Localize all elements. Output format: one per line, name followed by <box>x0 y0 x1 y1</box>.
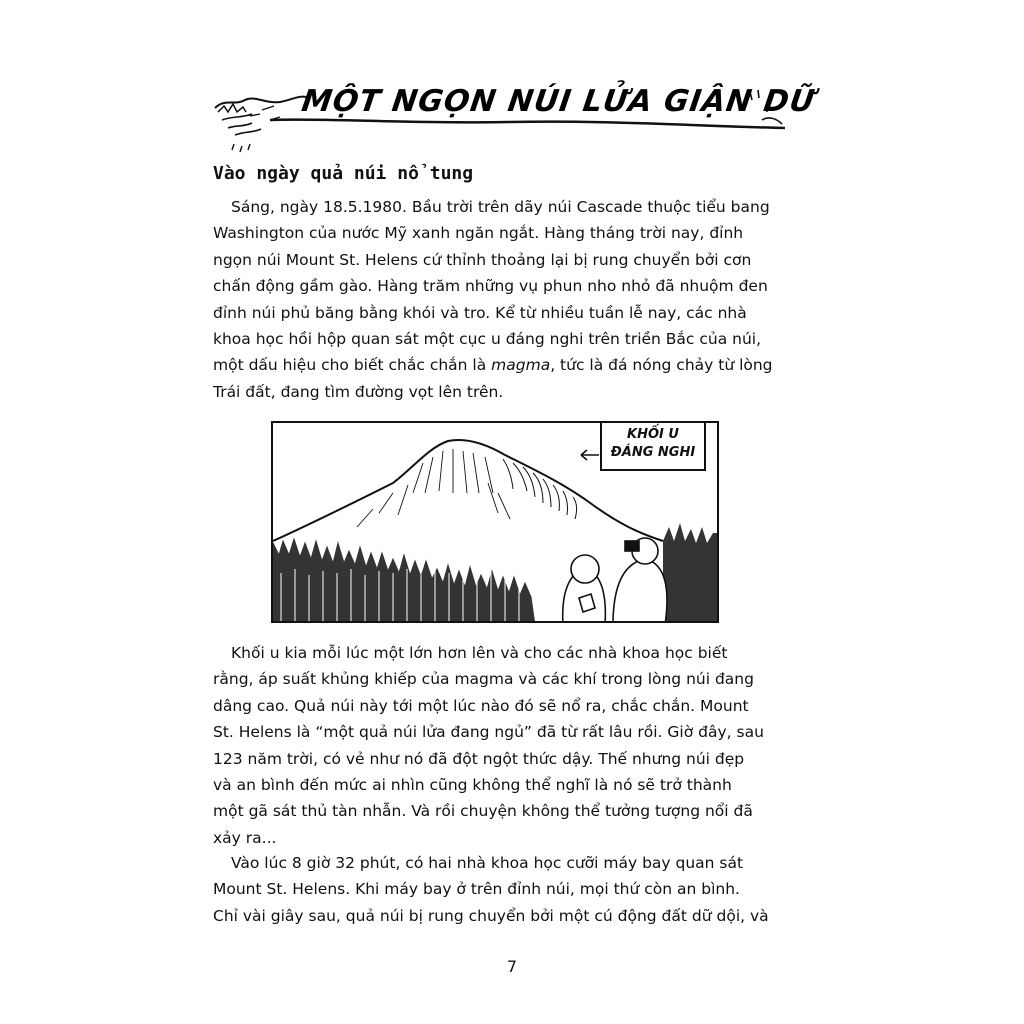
section-heading: Vào ngày quả núi nổ tung <box>213 163 474 184</box>
text-line <box>213 352 813 378</box>
magma-term: magma <box>491 356 551 375</box>
chapter-header <box>210 80 818 160</box>
paragraph-2 <box>213 640 813 851</box>
text-line: chấn động gầm gào. Hàng trăm những vụ phun nho nhỏ đã nhuộm đen <box>213 277 768 296</box>
mountain-illustration <box>271 421 719 623</box>
text-line: khoa học hồi hộp quan sát một cục u đáng nghi trên triền Bắc của núi, <box>213 329 762 348</box>
text-line: Sáng, ngày 18.5.1980. Bầu trời trên dãy núi Cascade thuộc tiểu bang <box>231 198 770 216</box>
text-line: St. Helens là “một quả núi lửa đang ngủ” đã từ rất lâu rồi. Giờ đây, sau <box>213 723 764 742</box>
caption-line: ĐÁNG NGHI <box>610 445 696 460</box>
text-line: Trái đất, đang tìm đường vọt lên trên. <box>213 382 504 401</box>
text-line: Mount St. Helens. Khi máy bay ở trên đỉnh núi, mọi thứ còn an bình. <box>213 880 740 899</box>
chapter-title: MỘT NGỌN NÚI LỬA GIẬN DỮ <box>299 84 818 119</box>
text-line: Washington của nước Mỹ xanh ngăn ngắt. Hàng tháng trời nay, đỉnh <box>213 224 744 243</box>
text-line: xảy ra... <box>213 828 277 847</box>
page-number: 7 <box>506 957 518 976</box>
text-line: Khối u kia mỗi lúc một lớn hơn lên và cho các nhà khoa học biết <box>231 644 728 662</box>
text-line: Chỉ vài giây sau, quả núi bị rung chuyển bởi một cú động đất dữ dội, và <box>213 906 769 925</box>
text-line: đỉnh núi phủ băng bằng khói và tro. Kể từ nhiều tuần lễ nay, các nhà <box>213 303 747 322</box>
text-line: dâng cao. Quả núi này tới một lúc nào đó sẽ nổ ra, chắc chắn. Mount <box>213 696 749 715</box>
text-line: và an bình đến mức ai nhìn cũng không thể nghĩ là nó sẽ trở thành <box>213 775 732 794</box>
caption-line: KHỐI U <box>627 427 679 442</box>
text-line: Vào lúc 8 giờ 32 phút, có hai nhà khoa học cưỡi máy bay quan sát <box>231 854 744 872</box>
caption-box <box>600 423 706 471</box>
paragraph-3 <box>213 850 813 929</box>
text-fragment: một dấu hiệu cho biết chắc chắn là <box>213 356 492 375</box>
text-fragment: , tức là đá nóng chảy từ lòng <box>550 356 773 375</box>
text-line: một gã sát thủ tàn nhẫn. Và rồi chuyện không thể tưởng tượng nổi đã <box>213 802 753 821</box>
text-line: 123 năm trời, có vẻ như nó đã đột ngột thức dậy. Thế nhưng núi đẹp <box>213 749 745 768</box>
text-line: ngọn núi Mount St. Helens cứ thỉnh thoảng lại bị rung chuyển bởi cơn <box>213 250 752 269</box>
paragraph-1 <box>213 194 813 405</box>
text-line: rằng, áp suất khủng khiếp của magma và các khí trong lòng núi đang <box>213 670 754 689</box>
